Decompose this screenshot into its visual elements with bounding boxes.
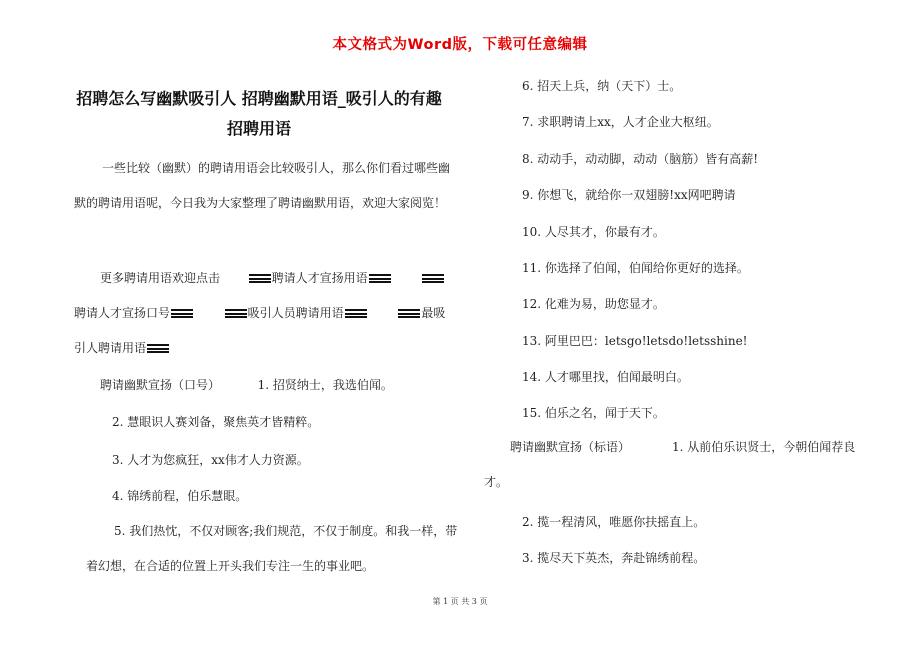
link-most-attractive-rest[interactable]: 引人聘请用语 — [74, 341, 147, 355]
link-talent-promo-phrases[interactable]: 聘请人才宣扬用语 — [271, 271, 368, 285]
left-item-3: 3. 人才为您疯狂，xx伟才人力资源。 — [112, 453, 309, 467]
document-title — [62, 84, 456, 144]
more-links-line-1 — [100, 269, 445, 286]
left-item-1: 1. 招贤纳士，我选伯闻。 — [257, 378, 393, 392]
link-marker — [249, 274, 271, 283]
right-item-6: 6. 招天上兵，纳（天下）士。 — [522, 79, 682, 93]
left-item-2: 2. 慧眼识人赛刘备，聚焦英才皆精粹。 — [112, 415, 320, 429]
section2-item-2: 2. 揽一程清风，唯愿你扶摇直上。 — [522, 515, 706, 529]
left-item-5: 5. 我们热忱，不仅对顾客;我们规范，不仅于制度。和我一样，带着幻想，在合适的位置上开头我们专注一生的事业吧。 — [86, 524, 458, 573]
more-links-prefix: 更多聘请用语欢迎点击 — [100, 271, 221, 285]
link-marker — [147, 344, 169, 353]
right-item-10: 10. 人尽其才，你最有才。 — [522, 225, 665, 239]
intro-paragraph: 一些比较（幽默）的聘请用语会比较吸引人，那么你们看过哪些幽默的聘请用语呢，今日我为大家整理了聘请幽默用语，欢迎大家阅览！ — [74, 161, 451, 210]
right-item-9: 9. 你想飞，就给你一双翅膀!xx网吧聘请 — [522, 188, 736, 202]
section2-item-1: 1. 从前伯乐识贤士，今朝伯闻荐良才。 — [484, 440, 856, 489]
page-footer: 第 1 页 共 3 页 — [432, 597, 488, 606]
link-attract-staff-phrases[interactable]: 吸引人员聘请用语 — [247, 306, 344, 320]
right-item-15: 15. 伯乐之名，闻于天下。 — [522, 406, 665, 420]
more-links-line-3 — [74, 339, 170, 356]
link-marker — [398, 309, 420, 318]
link-marker — [171, 309, 193, 318]
section2-paragraph — [484, 430, 856, 499]
title-line-1: 招聘怎么写幽默吸引人 招聘幽默用语_吸引人的有趣 — [76, 89, 442, 108]
left-item-4: 4. 锦绣前程，伯乐慧眼。 — [112, 489, 248, 503]
link-marker — [345, 309, 367, 318]
right-item-12: 12. 化难为易，助您显才。 — [522, 297, 665, 311]
right-item-11: 11. 你选择了伯闻，伯闻给你更好的选择。 — [522, 261, 749, 275]
section2-label: 聘请幽默宣扬（标语） — [510, 440, 631, 454]
right-item-14: 14. 人才哪里找，伯闻最明白。 — [522, 370, 689, 384]
right-item-13: 13. 阿里巴巴：letsgo!letsdo!letsshine! — [522, 334, 748, 348]
link-talent-promo-slogans[interactable]: 聘请人才宣扬口号 — [74, 306, 171, 320]
link-marker — [225, 309, 247, 318]
link-most-attractive-prefix[interactable]: 最吸 — [421, 306, 446, 320]
right-item-8: 8. 动动手，动动脚，动动（脑筋）皆有高薪! — [522, 152, 759, 166]
section1-line — [100, 376, 393, 393]
link-marker — [369, 274, 391, 283]
word-format-banner: 本文格式为Word版，下载可任意编辑 — [332, 37, 588, 53]
more-links-line-2 — [74, 304, 445, 321]
section2-item-3: 3. 揽尽天下英杰，奔赴锦绣前程。 — [522, 551, 706, 565]
title-line-2: 招聘用语 — [226, 119, 291, 138]
section1-label: 聘请幽默宣扬（口号） — [100, 378, 221, 392]
link-marker — [422, 274, 444, 283]
right-item-7: 7. 求职聘请上xx，人才企业大枢纽。 — [522, 115, 719, 129]
